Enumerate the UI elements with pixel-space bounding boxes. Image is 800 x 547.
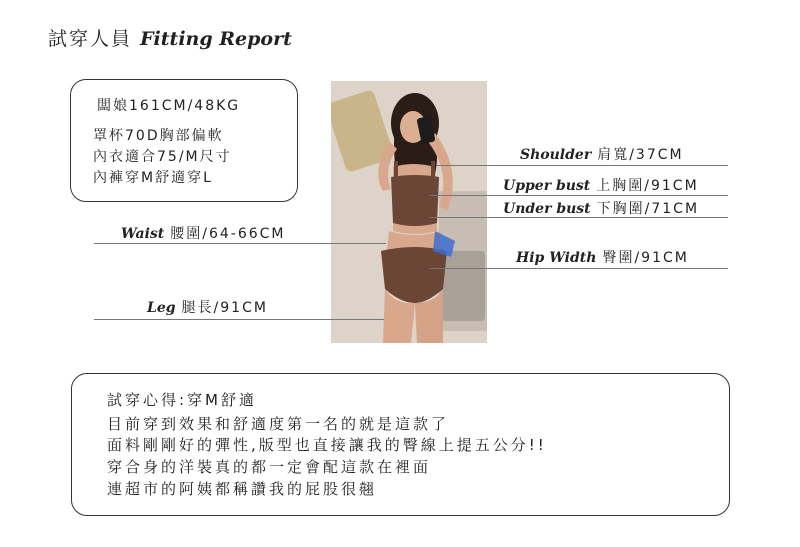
model-cup: 罩杯70D胸部偏軟 [93, 128, 224, 144]
under-bust-label [503, 198, 699, 218]
leg-line [94, 319, 384, 320]
shoulder-en: Shoulder [520, 147, 592, 163]
model-info-box [70, 79, 298, 202]
hip-label [516, 247, 689, 267]
model-panty-size: 內褲穿M舒適穿L [93, 170, 213, 186]
under-bust-zh: 下胸圍/71CM [596, 201, 700, 217]
review-heading: 試穿心得:穿M舒適 [107, 391, 257, 409]
review-line-2: 面料剛剛好的彈性,版型也直接讓我的臀線上提五公分!! [107, 436, 547, 454]
title-en: Fitting Report [140, 28, 292, 50]
shoulder-line [436, 165, 728, 166]
review-line-3: 穿合身的洋裝真的都一定會配這款在裡面 [107, 458, 432, 476]
waist-line [94, 243, 386, 244]
review-line-4: 連超市的阿姨都稱讚我的屁股很翹 [107, 480, 378, 498]
waist-zh: 腰圍/64-66CM [170, 226, 286, 242]
page-title [48, 24, 292, 51]
shoulder-label [520, 144, 684, 164]
under-bust-en: Under bust [503, 201, 591, 217]
shoulder-zh: 肩寬/37CM [597, 147, 684, 163]
model-bra-size: 內衣適合75/M尺寸 [93, 149, 232, 165]
upper-bust-label [503, 175, 699, 195]
waist-en: Waist [121, 226, 165, 242]
hip-zh: 臀圍/91CM [602, 250, 689, 266]
hip-en: Hip Width [516, 250, 597, 266]
model-height-weight: 闆娘161CM/48KG [97, 98, 241, 114]
title-zh: 試穿人員 [48, 28, 133, 50]
leg-en: Leg [147, 300, 176, 316]
model-photo [331, 81, 487, 343]
waist-label [121, 223, 286, 243]
upper-bust-zh: 上胸圍/91CM [596, 178, 699, 194]
upper-bust-en: Upper bust [503, 178, 591, 194]
review-line-1: 目前穿到效果和舒適度第一名的就是這款了 [107, 415, 450, 433]
upper-bust-line [430, 195, 728, 196]
leg-zh: 腿長/91CM [181, 300, 268, 316]
review-box [71, 373, 730, 516]
hip-line [430, 268, 728, 269]
model-figure [331, 81, 487, 343]
leg-label [147, 297, 268, 317]
